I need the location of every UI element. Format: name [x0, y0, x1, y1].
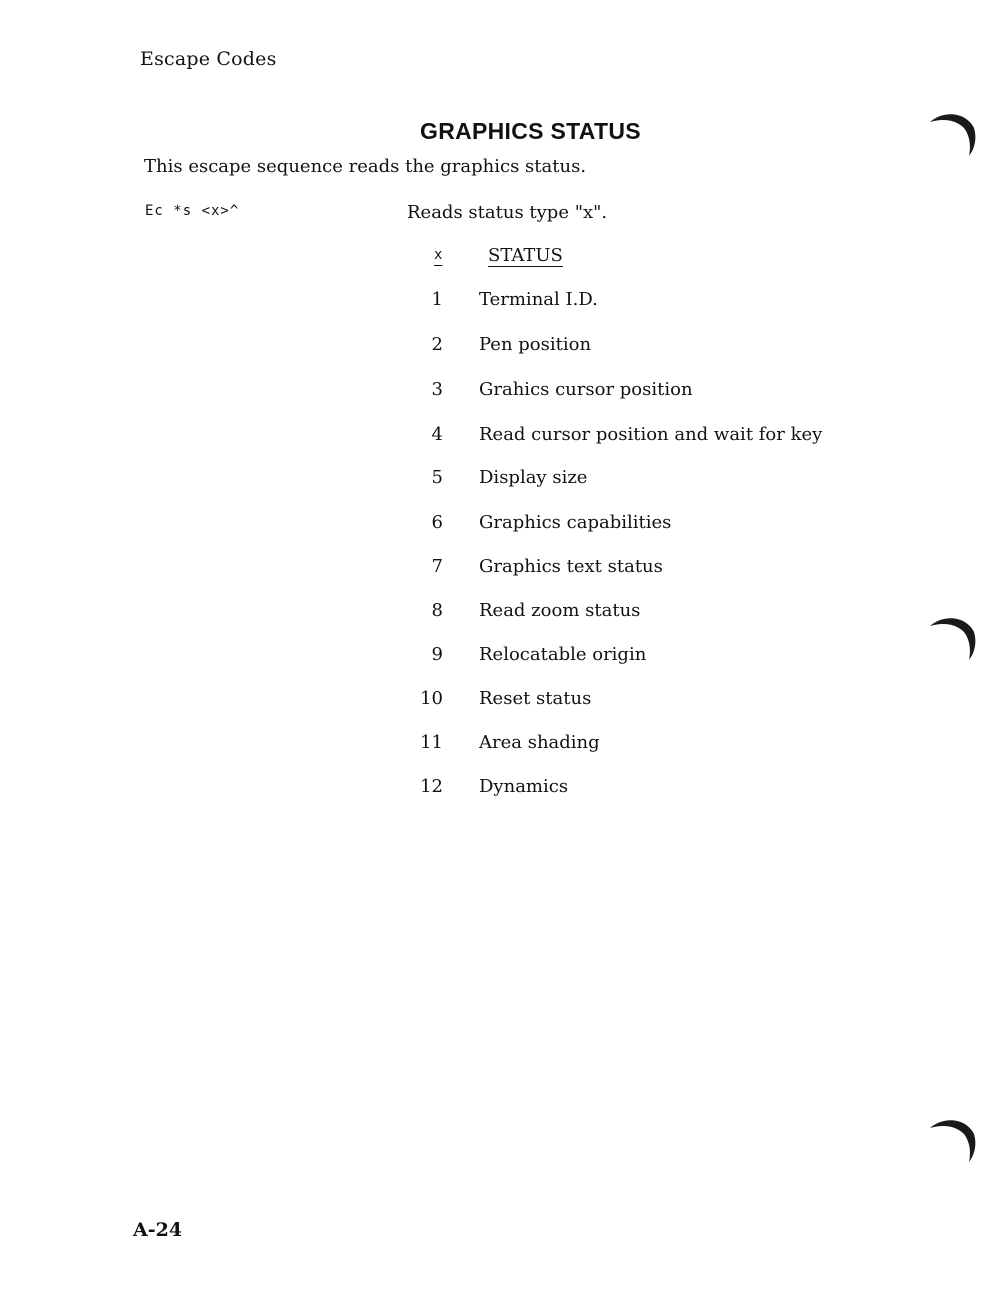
row-number: 10: [420, 688, 443, 709]
row-status: Reset status: [479, 688, 592, 709]
row-number: 2: [431, 334, 443, 355]
row-status: Graphics capabilities: [479, 512, 672, 533]
row-status: Terminal I.D.: [479, 289, 598, 310]
section-title: GRAPHICS STATUS: [420, 118, 641, 144]
column-header-x: x: [434, 247, 443, 263]
row-status: Grahics cursor position: [479, 379, 693, 400]
table-row: [410, 600, 830, 624]
table-row: [410, 556, 830, 580]
row-number: 9: [431, 644, 443, 665]
table-row: [410, 688, 830, 712]
table-row: [410, 289, 830, 313]
row-number: 12: [420, 776, 443, 797]
table-row: [410, 732, 830, 756]
binder-hole-mark-top: [928, 108, 978, 158]
intro-text: This escape sequence reads the graphics status.: [144, 156, 587, 177]
row-status: Graphics text status: [479, 556, 663, 577]
row-number: 11: [420, 732, 443, 753]
row-number: 5: [431, 467, 443, 488]
running-head: Escape Codes: [140, 48, 277, 70]
row-status: Dynamics: [479, 776, 569, 797]
page-number: A-24: [133, 1219, 183, 1241]
escape-sequence-description: Reads status type "x".: [407, 202, 608, 223]
row-status: Pen position: [479, 334, 592, 355]
row-status: Display size: [479, 467, 588, 488]
row-number: 8: [431, 600, 443, 621]
row-number: 4: [431, 424, 443, 445]
binder-hole-mark-bottom: [928, 1114, 978, 1164]
row-status: Read cursor position and wait for key: [479, 424, 823, 445]
escape-sequence: Ec *s <x>^: [145, 203, 240, 219]
row-status: Read zoom status: [479, 600, 641, 621]
row-number: 6: [431, 512, 443, 533]
table-row: [410, 424, 830, 448]
table-row: [410, 776, 830, 800]
table-row: [410, 334, 830, 358]
row-status: Relocatable origin: [479, 644, 647, 665]
table-row: [410, 467, 830, 491]
binder-hole-mark-middle: [928, 612, 978, 662]
row-number: 1: [431, 289, 443, 310]
table-row: [410, 644, 830, 668]
table-row: [410, 512, 830, 536]
column-header-status: STATUS: [488, 245, 563, 266]
row-number: 3: [431, 379, 443, 400]
row-number: 7: [431, 556, 443, 577]
row-status: Area shading: [479, 732, 600, 753]
table-row: [410, 379, 830, 403]
